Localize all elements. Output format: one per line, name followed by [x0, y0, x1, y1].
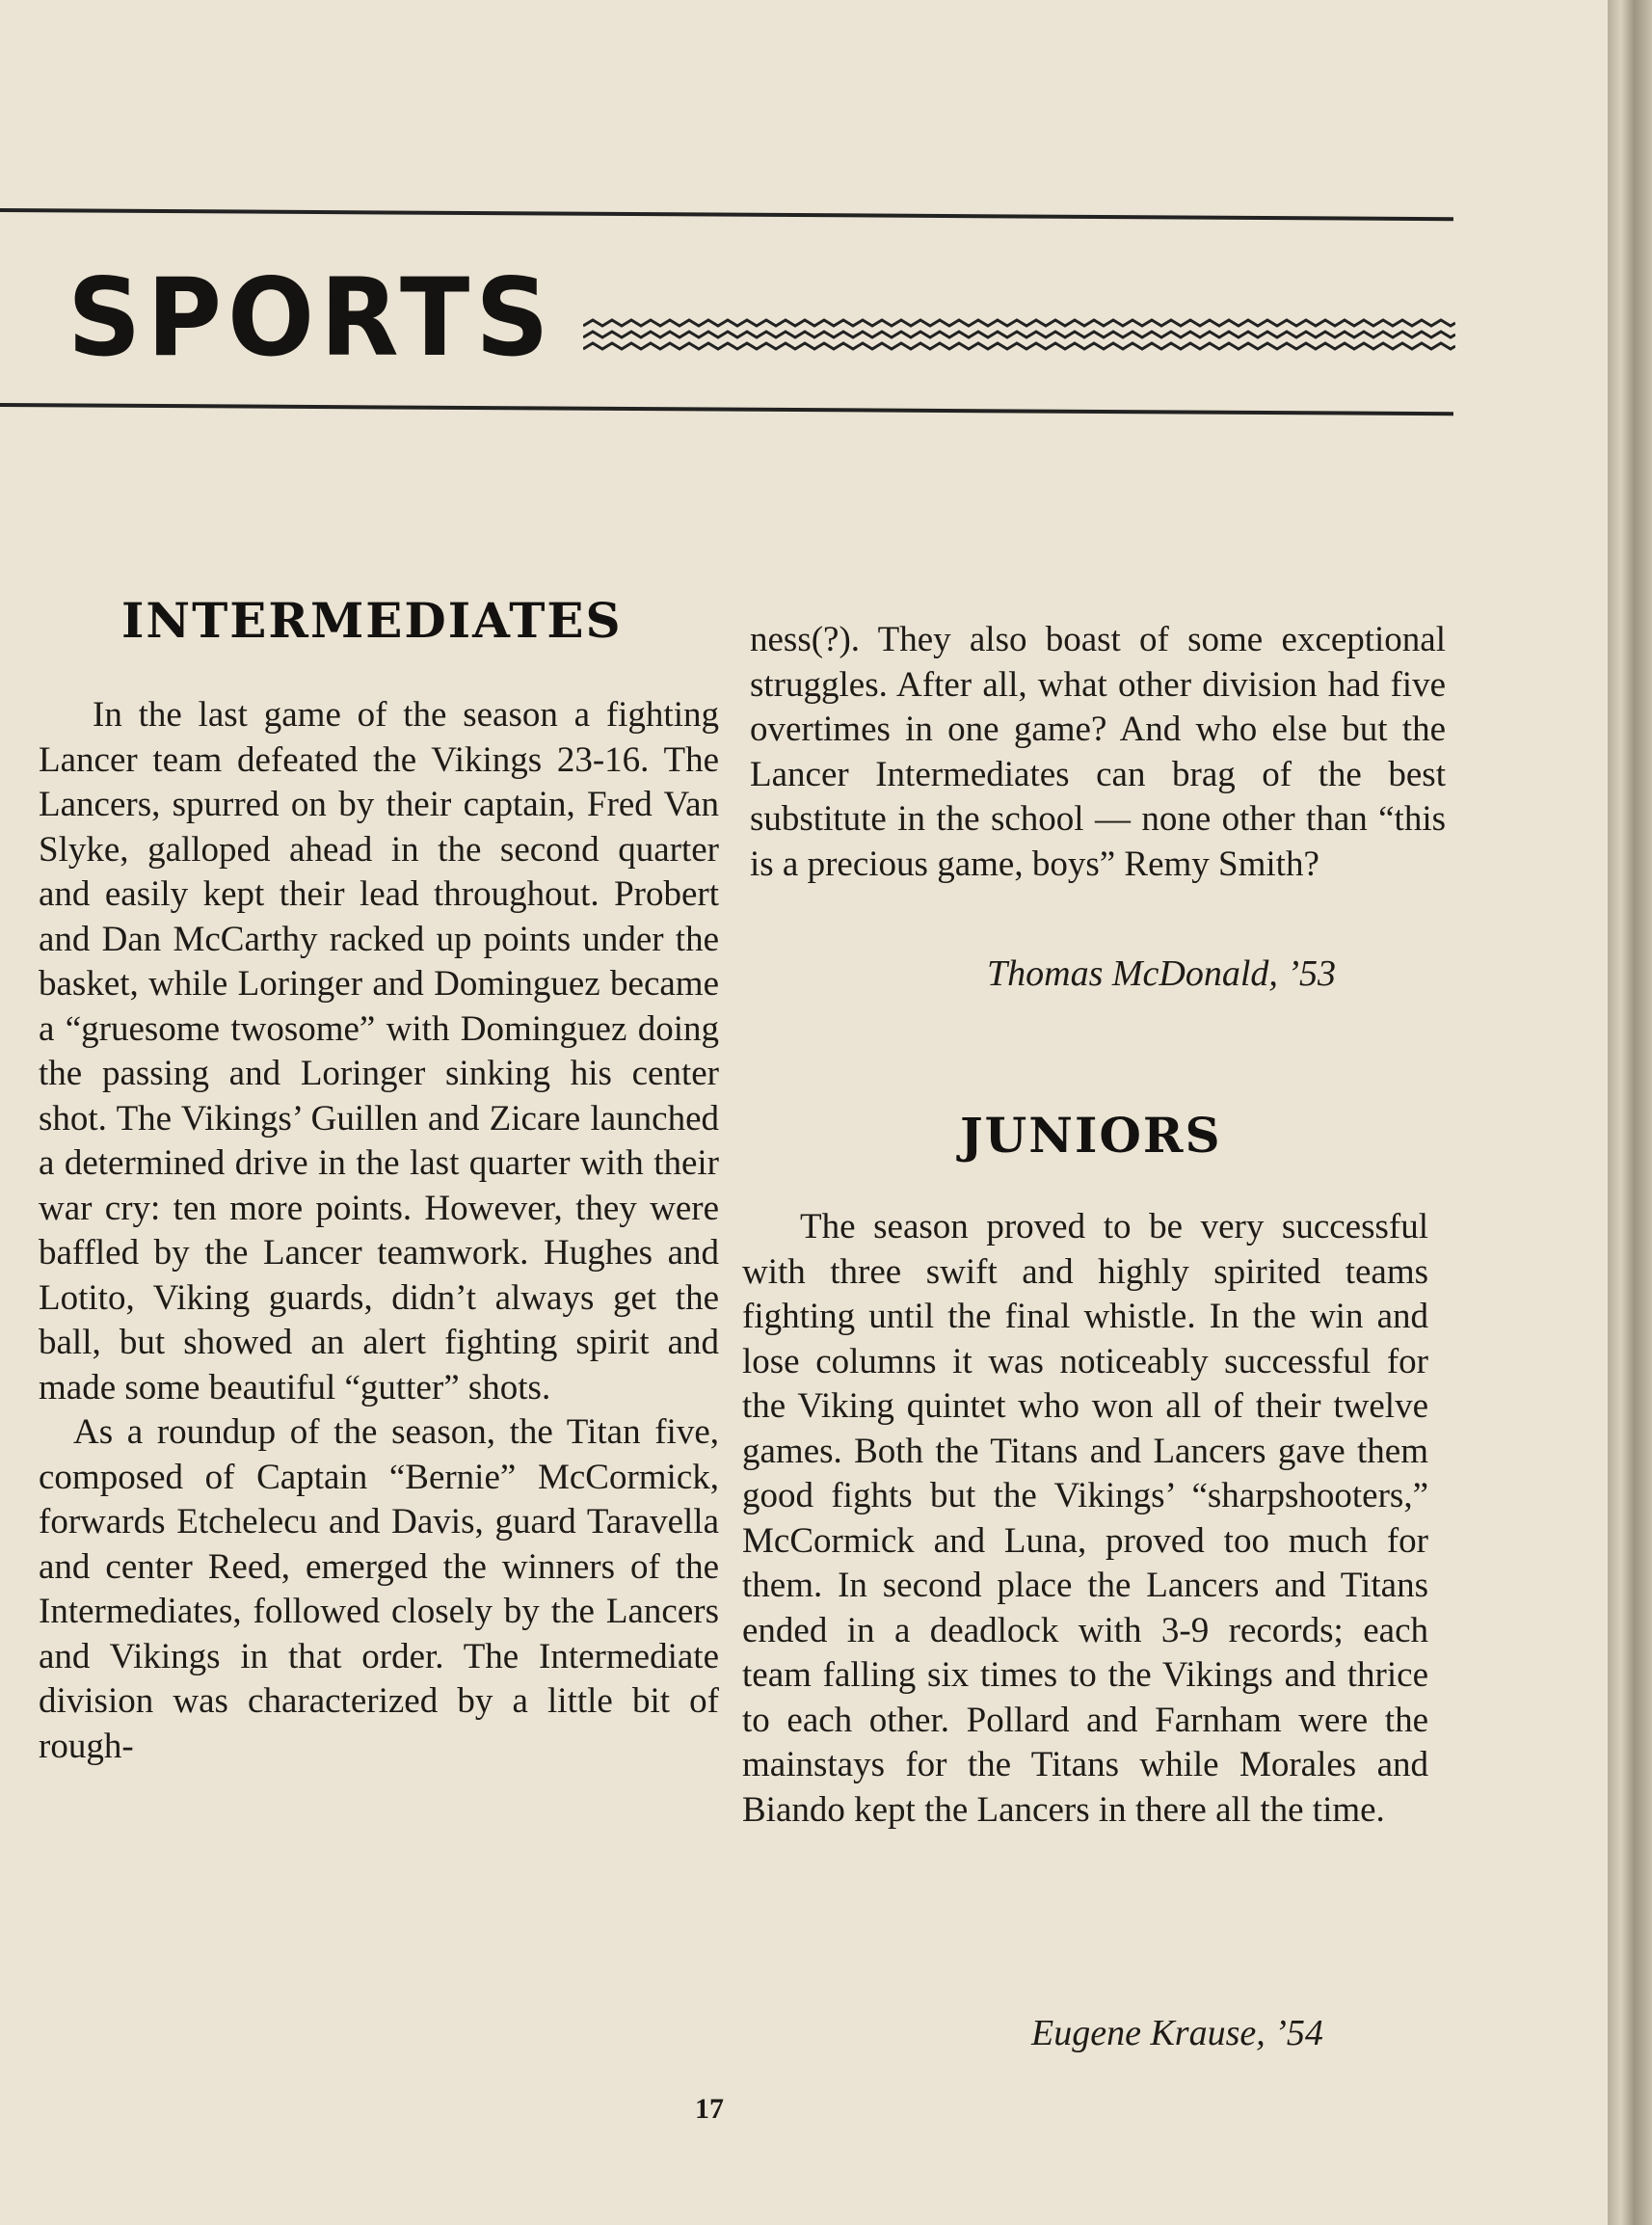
juniors-author: Eugene Krause, ’54: [1031, 2013, 1323, 2053]
intermediates-paragraph-2: As a roundup of the season, the Titan five, composed of Captain “Bernie” McCormick, forwards Etchelecu and Davis, guard Taravella and center Reed, emerged the winners of the Intermediates, followed closely by the Lancers and Vikings in that order. The Intermediate division was characterized by a little bit of rough-: [39, 1412, 719, 1766]
header-rule-top: [0, 208, 1453, 221]
intermediates-author: Thomas McDonald, ’53: [987, 953, 1337, 994]
page-number: 17: [695, 2093, 724, 2125]
intermediates-paragraph-1: In the last game of the season a fighting Lancer team defeated the Vikings 23-16. The Lancers, spurred on by their captain, Fred Van Slyke, galloped ahead in the second quarter and easily kept their lead throughout. Probert and Dan McCarthy racked up points under the basket, while Loringer and Dominguez became a “gruesome twosome” with Dominguez doing the passing and Loringer sinking his center shot. The Vikings’ Guillen and Zicare launched a determined drive in the last quarter with their war cry: ten more points. However, they were baffled by the Lancer teamwork. Hughes and Lotito, Viking guards, didn’t always get the ball, but showed an alert fighting spirit and made some beautiful “gutter” shots.: [39, 695, 719, 1407]
intermediates-paragraph-3: ness(?). They also boast of some exceptional struggles. After all, what other division had five overtimes in one game? And who else but the Lancer Intermediates can brag of the best substitute in the school — none other than “this is a precious game, boys” Remy Smith?: [750, 620, 1446, 884]
zigzag-ornament: [583, 318, 1455, 357]
juniors-column: [742, 1205, 1428, 1833]
book-page-edge: [1608, 0, 1652, 2225]
page-title: SPORTS: [67, 255, 555, 381]
intermediates-heading: INTERMEDIATES: [121, 592, 623, 649]
intermediates-column-left: [39, 693, 719, 1769]
intermediates-column-right: [750, 618, 1446, 887]
juniors-heading: JUNIORS: [960, 1107, 1222, 1164]
header-rule-bottom: [0, 403, 1453, 416]
juniors-paragraph: The season proved to be very successful with three swift and highly spirited teams fighting until the final whistle. In the win and lose columns it was noticeably successful for the Viking quintet who won all of their twelve games. Both the Titans and Lancers gave them good fights but the Vikings’ “sharpshooters,” McCormick and Luna, proved too much for them. In second place the Lancers and Titans ended in a deadlock with 3-9 records; each team falling six times to the Vikings and thrice to each other. Pollard and Farnham were the mainstays for the Titans while Morales and Biando kept the Lancers in there all the time.: [742, 1207, 1428, 1830]
